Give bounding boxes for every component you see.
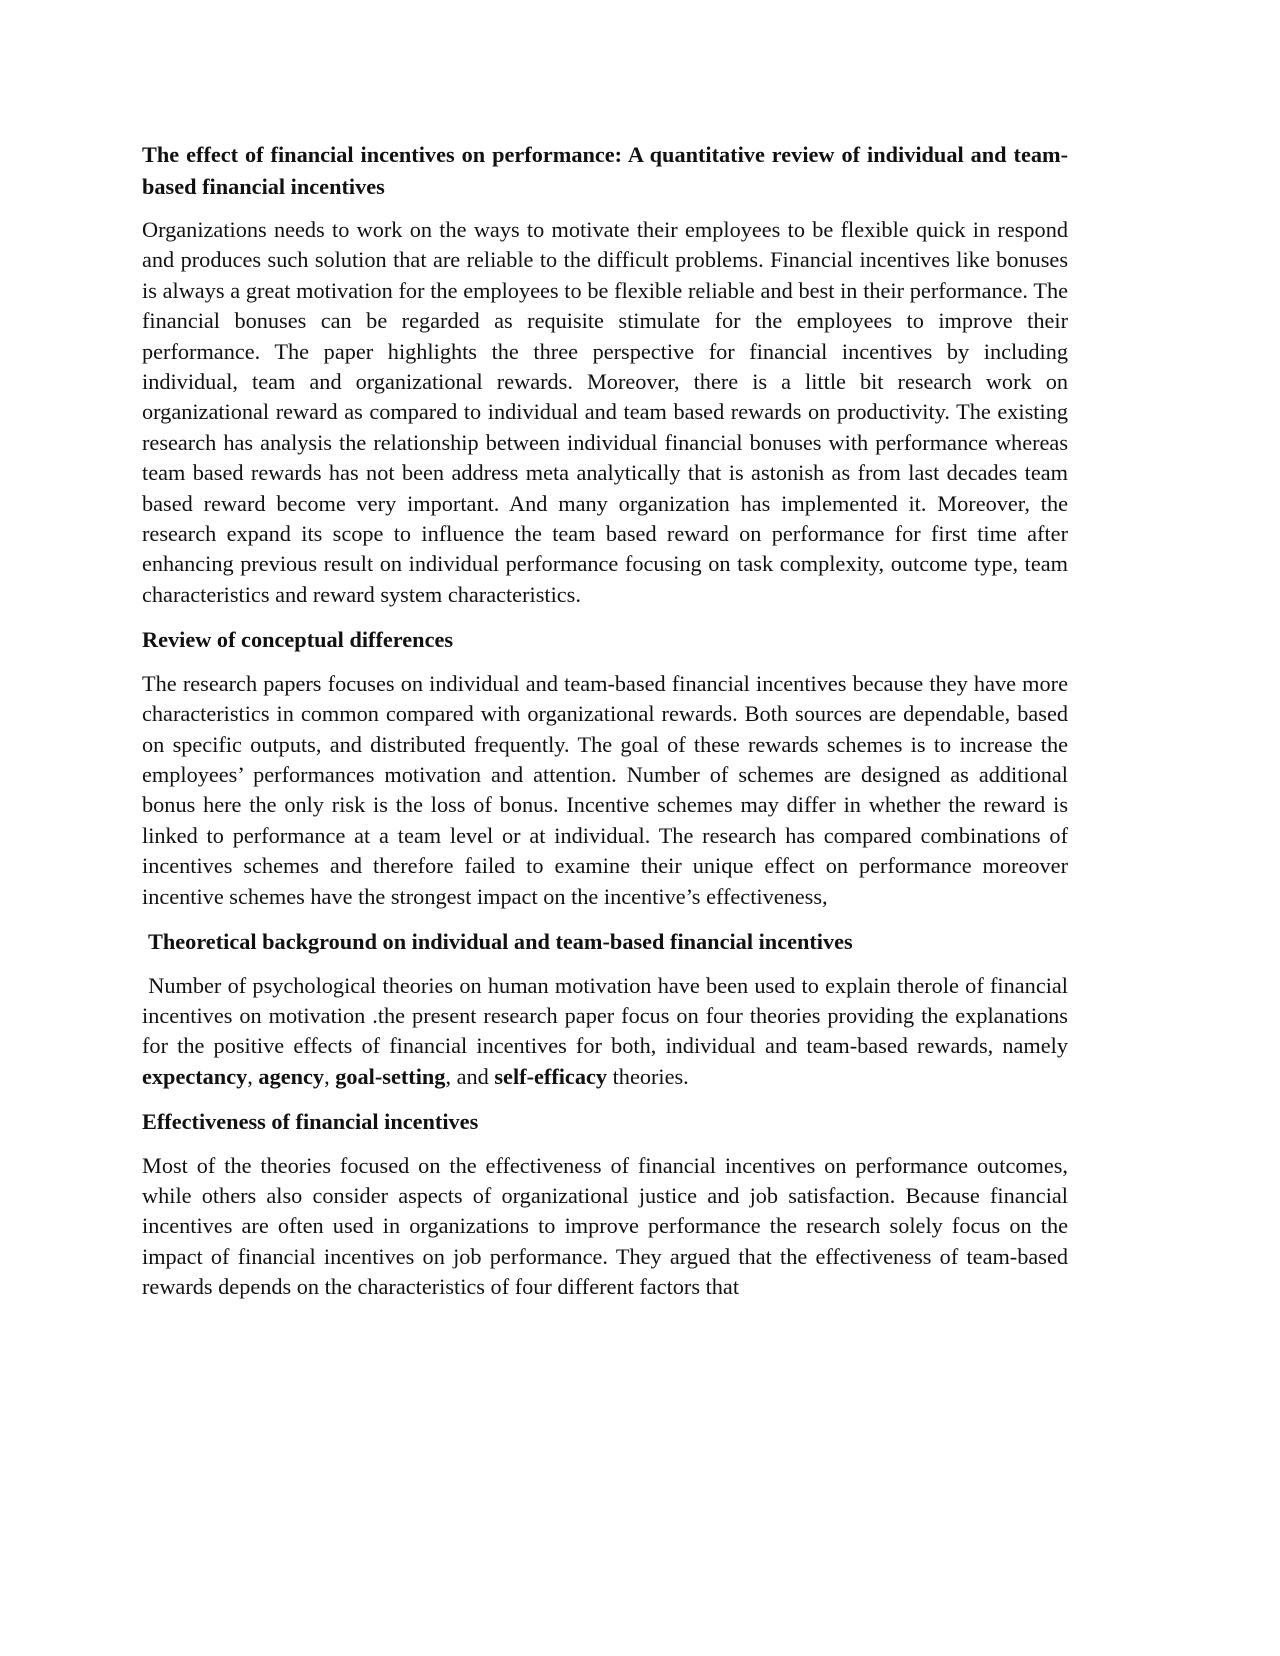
theory-term-agency: agency — [258, 1063, 325, 1089]
theory-term-self-efficacy: self-efficacy — [494, 1063, 608, 1089]
section-heading-effectiveness: Effectiveness of financial incentives — [142, 1109, 479, 1135]
section-paragraph-conceptual-differences: The research papers focuses on individual and team-based financial incentives because they have more characteristics in common compared with organizational rewards. Both sources are dependable, based on specific outputs, and distributed frequently. The goal of these rewards schemes is to increase the employees’ performances motivation and attention. Number of schemes are designed as additional bonus here the only risk is the loss of bonus. Incentive schemes may differ in whether the reward is linked to performance at a team level or at individual. The research has compared combinations of incentives schemes and therefore failed to examine their unique effect on performance moreover incentive schemes have the strongest impact on the incentive’s effectiveness, — [142, 670, 1068, 909]
section-paragraph-theoretical-background — [142, 971, 1068, 1093]
theory-separator: , and — [445, 1063, 495, 1089]
section-paragraph-effectiveness: Most of the theories focused on the effectiveness of financial incentives on performance outcomes, while others also consider aspects of organizational justice and job satisfaction. Because financial incentives are often used in organizations to improve performance the research solely focus on the impact of financial incentives on job performance. They argued that the effectiveness of team-based rewards depends on the characteristics of four different factors that — [142, 1152, 1068, 1300]
theory-term-goal-setting: goal-setting — [335, 1063, 446, 1089]
intro-paragraph: Organizations needs to work on the ways to motivate their employees to be flexible quick in respond and produces such solution that are reliable to the difficult problems. Financial incentives like bonuses is always a great motivation for the employees to be flexible reliable and best in their performance. The financial bonuses can be regarded as requisite stimulate for the employees to improve their performance. The paper highlights the three perspective for financial incentives by including individual, team and organizational rewards. Moreover, there is a little bit research work on organizational reward as compared to individual and team based rewards on productivity. The existing research has analysis the relationship between individual financial bonuses with performance whereas team based rewards has not been address meta analytically that is astonish as from last decades team based reward become very important. And many organization has implemented it. Moreover, the research expand its scope to influence the team based reward on performance for first time after enhancing previous result on individual performance focusing on task complexity, outcome type, team characteristics and reward system characteristics. — [142, 217, 1068, 607]
document-page — [142, 139, 1068, 1317]
theory-term-expectancy: expectancy — [142, 1063, 248, 1089]
section-heading-conceptual-differences: Review of conceptual differences — [142, 627, 454, 653]
theory-lead-text: Number of psychological theories on human motivation have been used to explain therole of financial incentives on motivation .the present research paper focus on four theories providing the explanations for the positive effects of financial incentives for both, individual and team-based rewards, namely — [142, 972, 1069, 1059]
section-heading-theoretical-background: Theoretical background on individual and team-based financial incentives — [148, 929, 853, 955]
theory-tail-text: theories. — [607, 1063, 689, 1089]
document-title: The effect of financial incentives on performance: A quantitative review of individual and team-based financial incentives — [142, 142, 1068, 199]
theory-separator: , — [324, 1063, 336, 1089]
theory-separator: , — [247, 1063, 259, 1089]
